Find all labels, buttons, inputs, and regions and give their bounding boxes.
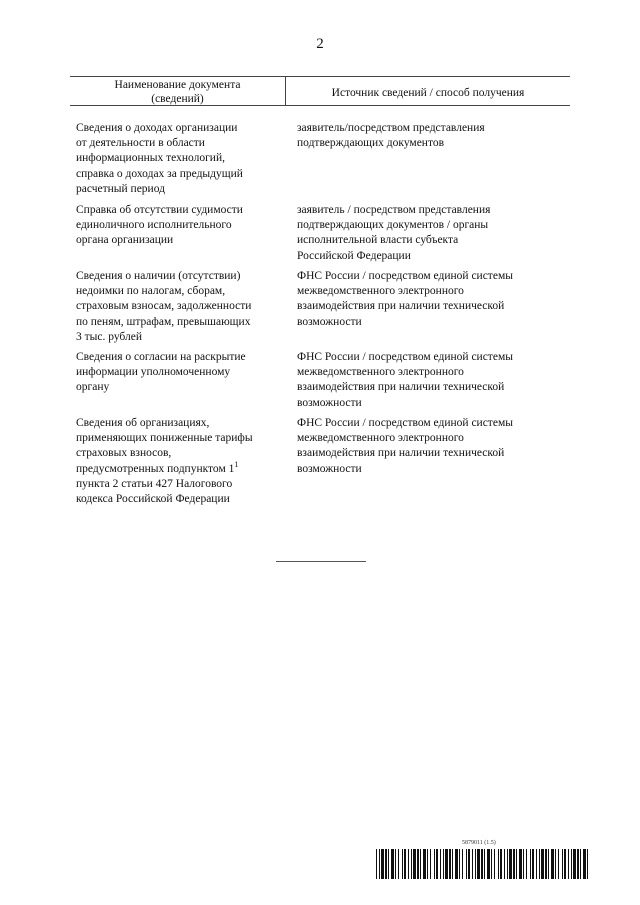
barcode-label: 5879011 (1.5) (462, 840, 496, 846)
row-4-source-line: взаимодействия при наличии технической (297, 381, 505, 394)
table-header-top-rule (70, 76, 570, 77)
row-5-source-line: взаимодействия при наличии технической (297, 447, 505, 460)
row-3-document-name (76, 269, 284, 345)
row-5-source-line: ФНС России / посредством единой системы (297, 417, 513, 429)
row-3-source-line: взаимодействия при наличии технической (297, 300, 505, 313)
row-2-source-line: Российской Федерации (297, 249, 411, 262)
row-5-source-line: межведомственного электронного (297, 432, 464, 445)
row-1-name-line: от деятельности в области (76, 137, 205, 150)
table-header-document-name (70, 78, 285, 106)
row-5-name-line: кодекса Российской Федерации (76, 493, 230, 506)
row-1-source-line: заявитель/посредством представления (297, 122, 485, 134)
row-5-source-line: возможности (297, 462, 362, 475)
page-number: 2 (316, 36, 324, 52)
table-header-bottom-rule (70, 105, 570, 106)
row-4-name-line: Сведения о согласии на раскрытие (76, 351, 246, 363)
row-5-name-line: применяющих пониженные тарифы (76, 432, 253, 445)
barcode-icon (376, 849, 590, 879)
row-1-name-line: Сведения о доходах организации (76, 122, 238, 134)
row-2-name-line: единоличного исполнительного (76, 219, 232, 232)
row-4-name-line: информации уполномоченному (76, 366, 231, 379)
row-5-name-line: пункта 2 статьи 427 Налогового (76, 477, 233, 490)
row-3-name-line: Сведения о наличии (отсутствии) (76, 270, 241, 282)
row-1-source (297, 121, 559, 151)
row-1-name-line: расчетный период (76, 182, 165, 195)
row-2-name-line: органа организации (76, 234, 174, 247)
row-1-name-line: информационных технологий, (76, 152, 225, 165)
row-1-document-name (76, 121, 284, 197)
table-header-source: Источник сведений / способ получения (331, 87, 525, 99)
closing-rule (276, 561, 366, 562)
row-3-source-line: межведомственного электронного (297, 285, 464, 298)
row-2-source-line: исполнительной власти субъекта (297, 234, 459, 247)
footnote-superscript: 1 (234, 459, 239, 469)
row-3-name-line: недоимки по налогам, сборам, (76, 285, 226, 298)
row-4-document-name (76, 350, 284, 396)
row-3-name-line: по пеням, штрафам, превышающих (76, 315, 251, 328)
row-1-name-line: справка о доходах за предыдущий (76, 167, 243, 180)
row-2-source (297, 203, 559, 264)
row-5-name-line: Сведения об организациях, (76, 417, 210, 429)
row-5-name-line-text: предусмотренных подпунктом 1 (76, 462, 235, 475)
row-5-name-line: страховых взносов, (76, 447, 172, 460)
row-3-source-line: ФНС России / посредством единой системы (297, 270, 513, 282)
row-2-name-line: Справка об отсутствии судимости (76, 204, 243, 216)
row-3-source-line: возможности (297, 315, 362, 328)
table-header-document-name-line: Наименование документа (114, 79, 241, 91)
table-header-document-name-line: (сведений) (151, 93, 204, 105)
row-2-document-name (76, 203, 284, 249)
row-5-document-name (76, 416, 284, 507)
row-4-name-line: органу (76, 381, 110, 394)
row-2-source-line: заявитель / посредством представления (297, 204, 491, 216)
row-2-source-line: подтверждающих документов / органы (297, 219, 489, 232)
row-5-source (297, 416, 559, 477)
row-5-name-line (76, 459, 284, 477)
row-4-source-line: ФНС России / посредством единой системы (297, 351, 513, 363)
row-3-name-line: страховым взносам, задолженности (76, 300, 252, 313)
row-4-source-line: возможности (297, 396, 362, 409)
row-1-source-line: подтверждающих документов (297, 137, 445, 150)
row-4-source-line: межведомственного электронного (297, 366, 464, 379)
row-4-source (297, 350, 559, 411)
row-3-source (297, 269, 559, 330)
row-3-name-line: 3 тыс. рублей (76, 330, 142, 343)
